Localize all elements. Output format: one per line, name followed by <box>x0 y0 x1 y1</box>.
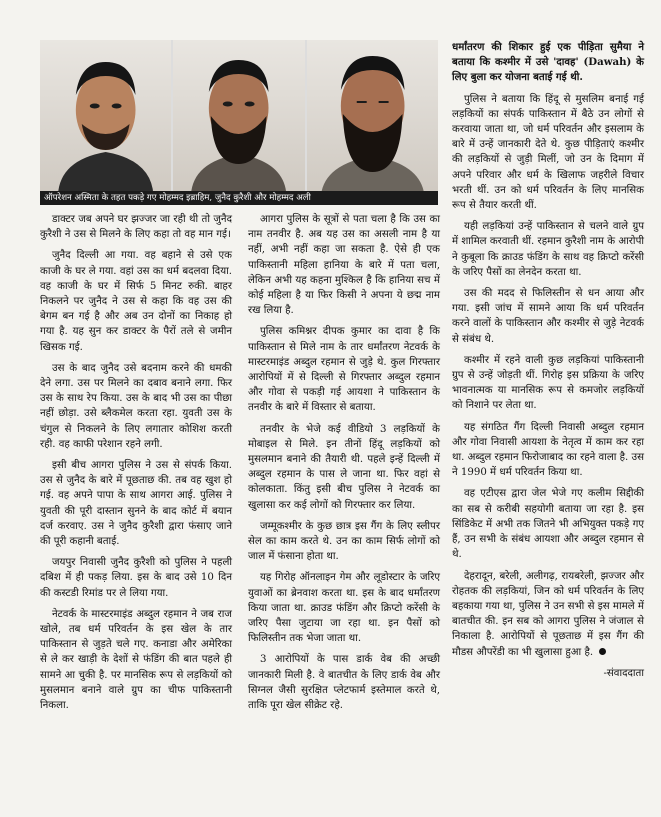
paragraph: कश्मीर में रहने वाली कुछ लड़कियां पाकिस्तानी ग्रुप से उन्हें जोड़ती थीं. गिरोह इस प्रक्रिया के जरिए भावनात्मक या मानसिक रूप से कमजोर लड़कियों को निशाने पर लेता था. <box>452 354 644 412</box>
paragraph: नेटवर्क के मास्टरमाइंड अब्दुल रहमान ने जब राज खोले, तब धर्म परिवर्तन के इस खेल के तार पाकिस्तान से जुड़ते चले गए. कनाडा और अमेरिका से ले कर खाड़ी के देशों से फंडिंग की बात पहले ही सामने आ चुकी है. पर मानसिक रूप से लड़कियों को मुसलमान बनाने वाले ग्रुप का चीफ पाकिस्तानी निकला. <box>40 608 232 712</box>
paragraph: इसी बीच आगरा पुलिस ने उस से संपर्क किया. उस से जुनैद के बारे में पूछताछ की. तब वह खुश हो गई. वह अपने पापा के साथ आगरा आई. पुलिस ने युवती की पूरी दास्तान सुनने के बाद कोर्ट में बयान दर्ज करवाए. उस ने जुनैद कुरैशी द्वारा फंसाए जाने की पूरी कहानी बताई. <box>40 460 232 548</box>
photo-caption: ऑपरेशन अस्मिता के तहत पकड़े गए मोहम्मद इब्राहिम, जुनैद कुरैशी और मोहम्मद अली <box>40 191 438 205</box>
paragraph: पुलिस कमिश्नर दीपक कुमार का दावा है कि पाकिस्तान से मिले नाम के तार धर्मांतरण नेटवर्क के मास्टरमाइंड अब्दुल रहमान से जुड़े थे. कुल गिरफ्तार आरोपियों में से दिल्ली से गिरफ्तार अब्दुल रहमान और गोवा से पकड़ी गई आयशा ने पाकिस्तान के तनवीर के बारे में विस्तार से बताया. <box>248 326 440 414</box>
end-bullet-icon <box>599 648 606 655</box>
paragraph: जयपुर निवासी जुनैद कुरैशी को पुलिस ने पहली दबिश में ही पकड़ लिया. इस के बाद उसे 10 दिन की कस्टडी रिमांड पर ले लिया गया. <box>40 557 232 599</box>
paragraph: उस की मदद से फिलिस्तीन से धन आया और गया. इसी जांच में सामने आया कि धर्म परिवर्तन करने वालों के पाकिस्तान और कश्मीर से जुड़े नेटवर्क से संबंध थे. <box>452 288 644 345</box>
accused-photos <box>40 40 438 195</box>
paragraph: जम्मूकश्मीर के कुछ छात्र इस गैंग के लिए स्लीपर सेल का काम करते थे. उन का काम सिर्फ लोगों को जाल में फंसाना होता था. <box>248 520 440 563</box>
byline: -संवाददाता <box>603 667 644 679</box>
paragraph: डाक्टर जब अपने घर झज्जर जा रही थी तो जुनैद कुरैशी ने उस से मिलने के लिए कहा तो वह मान गई। <box>40 214 232 241</box>
paragraph: वह एटीएस द्वारा जेल भेजे गए कलीम सिद्दीकी का सब से करीबी सहयोगी बताया जा रहा है. इस सिंडिकेट में अभी तक जितने भी अभियुक्त पकड़े गए हैं, उन सभी के संबंध आयशा और अब्दुल रहमान से थे. <box>452 488 644 561</box>
paragraph: आगरा पुलिस के सूत्रों से पता चला है कि उस का नाम तनवीर है. अब यह उस का असली नाम है या नहीं, अभी नहीं कहा जा सकता है. ऐसे ही एक पाकिस्तानी महिला हानिया के बारे में पता चला, लेकिन अभी यह कहना मुश्किल है कि हानिया सच में कोई महिला है या फिर किसी ने अपना ये छद्म नाम रख लिया है. <box>248 214 440 317</box>
photo-mohammad-ali <box>307 40 438 195</box>
paragraph <box>452 569 644 660</box>
paragraph: पुलिस ने बताया कि हिंदू से मुसलिम बनाई गई लड़कियों का संपर्क पाकिस्तान में बैठे उन लोगों से करवाया जाता था, जो धर्म परिवर्तन और इसलाम के बारे में उन्हें जानकारी देते थे. कुछ पीड़िताएं कश्मीर की लड़कियों से जुड़ी मिलीं, जो उन के दिमाग में अपने परिवार और धर्म के खिलाफ जहरीले विचार भरती थीं. उन को धर्म परिवर्तन के लिए मानसिक रूप से तैयार करती थीं. <box>452 93 644 212</box>
paragraph: यही लड़कियां उन्हें पाकिस्तान से चलने वाले ग्रुप में शामिल करवाती थीं. रहमान कुरैशी नाम के आरोपी ने कुबूला कि क्राउड फंडिंग के साथ वह क्रिप्टो करेंसी के जरिए पैसों का लेनदेन करता था. <box>452 221 644 278</box>
paragraph: 3 आरोपियों के पास डार्क वेब की अच्छी जानकारी मिली है. वे बातचीत के लिए डार्क वेब और सिग्नल जैसी सुरक्षित प्लेटफार्म इस्तेमाल करते थे, ताकि पूरा खेल सीक्रेट रहे. <box>248 654 440 712</box>
article-column-3 <box>452 40 644 681</box>
paragraph-text: देहरादून, बरेली, अलीगढ़, रायबरेली, झज्जर और रोहतक की लड़कियां, जिन को धर्म परिवर्तन के लिए बहकाया गया था, पुलिस ने उन सभी से इस मामले में बातचीत की. इन सब को आगरा पुलिस ने जंजाल से निकाला है. आरोपियों से पूछताछ में इस गैंग की मौडस औपरेंडी का भी खुलासा हुआ है. <box>452 570 644 658</box>
photo-junaid-qureshi <box>173 40 304 195</box>
paragraph-intro: धर्मांतरण की शिकार हुई एक पीड़िता सुमैया ने बताया कि कश्मीर में उसे 'दावह' (Dawah) के लिए बुला कर योजना बताई गई थी. <box>452 41 644 84</box>
article-column-1 <box>40 212 232 719</box>
paragraph: जुनैद दिल्ली आ गया. वह बहाने से उसे एक काजी के घर ले गया. वहां उस का धर्म बदलवा दिया. वह काजी के घर में सिर्फ 5 मिनट रुकी. बाहर निकलने पर जुनैद ने उस से कहा कि वह उस की बेगम बन गई है और अब उन दोनों का निकाह हो गया है. यह सुन कर डाक्टर के पैरों तले से जमीन खिसक गई. <box>40 250 232 353</box>
photo-mohammad-ibrahim <box>40 40 171 195</box>
paragraph: उस के बाद जुनैद उसे बदनाम करने की धमकी देने लगा. उस पर मिलने का दबाव बनाने लगा. फिर उस के साथ रेप किया. उस के बाद भी उस का पीछा नहीं छोड़ा. उसे ब्लैकमेल करता रहा. युवती उस के चंगुल से निकलने के लिए लगातार कोशिश करती रही. वह काफी परेशान रहने लगी. <box>40 362 232 450</box>
paragraph: तनवीर के भेजे कई वीडियो 3 लड़कियों के मोबाइल से मिले. इन तीनों हिंदू लड़कियों को मुसलमान बनाने की तैयारी थी. पहले इन्हें दिल्ली में अब्दुल रहमान के पास ले जाना था. फिर वहां से कोलकाता. किंतु इसी बीच पुलिस ने नेटवर्क का खुलासा कर कई लोगों को गिरफ्तार कर लिया. <box>248 423 440 511</box>
article-column-2 <box>248 212 440 719</box>
paragraph: यह गिरोह ऑनलाइन गेम और लूडोस्टार के जरिए युवाओं का ब्रेनवाश करता था. इस के बाद धर्मांतरण किया जाता था. क्राउड फंडिंग और क्रिप्टो करेंसी के जरिए पैसा जुटाया जा रहा था. इन पैसों को फिलिस्तीन तक भेजा जाता था. <box>248 572 440 645</box>
paragraph: यह संगठित गैंग दिल्ली निवासी अब्दुल रहमान और गोवा निवासी आयशा के नेतृत्व में काम कर रहा था. अब्दुल रहमान फिरोजाबाद का रहने वाला है. उस ने 1990 में धर्म परिवर्तन किया था. <box>452 421 644 479</box>
